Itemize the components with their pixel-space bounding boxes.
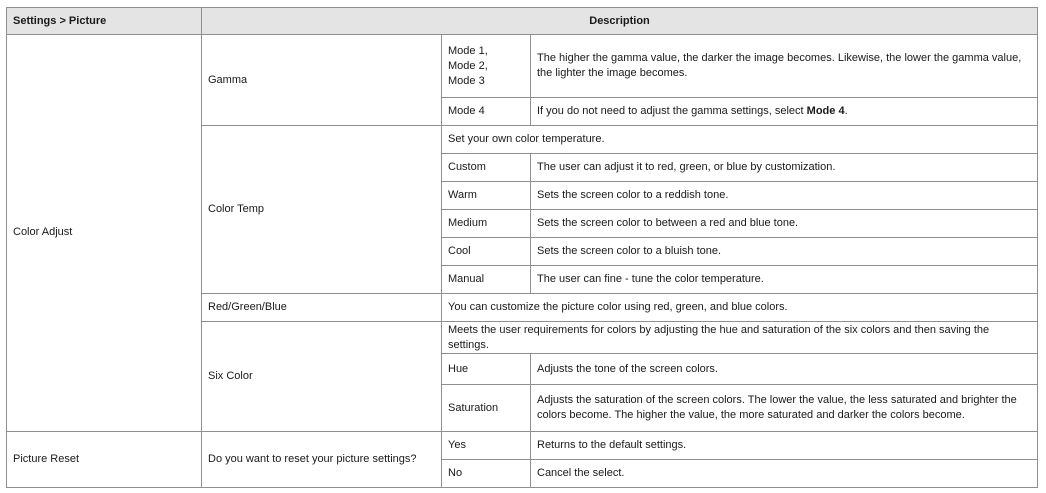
picture-reset-option-desc: Cancel the select. bbox=[531, 459, 1038, 487]
color-temp-option-label: Warm bbox=[442, 182, 531, 210]
gamma-modes-123-label: Mode 1, Mode 2, Mode 3 bbox=[442, 34, 531, 97]
rgb-label: Red/Green/Blue bbox=[202, 294, 442, 322]
six-color-option-desc: Adjusts the tone of the screen colors. bbox=[531, 354, 1038, 385]
color-temp-label: Color Temp bbox=[202, 126, 442, 294]
gamma-mode4-desc-prefix: If you do not need to adjust the gamma settings, select bbox=[537, 105, 807, 118]
gamma-mode4-desc-bold: Mode 4 bbox=[806, 105, 845, 118]
picture-reset-option-desc: Returns to the default settings. bbox=[531, 431, 1038, 459]
color-temp-option-desc: Sets the screen color to a bluish tone. bbox=[531, 238, 1038, 266]
picture-reset-label: Picture Reset bbox=[7, 431, 202, 487]
picture-reset-option-label: Yes bbox=[442, 431, 531, 459]
gamma-mode4-desc bbox=[531, 98, 1038, 126]
color-temp-option-label: Manual bbox=[442, 266, 531, 294]
six-color-label: Six Color bbox=[202, 322, 442, 432]
gamma-label: Gamma bbox=[202, 34, 442, 125]
color-temp-option-desc: Sets the screen color to a reddish tone. bbox=[531, 182, 1038, 210]
six-color-option-label: Hue bbox=[442, 354, 531, 385]
color-temp-option-label: Medium bbox=[442, 210, 531, 238]
gamma-mode4-desc-suffix: . bbox=[844, 105, 848, 118]
picture-reset-question: Do you want to reset your picture settings? bbox=[202, 431, 442, 487]
gamma-mode4-label: Mode 4 bbox=[442, 98, 531, 126]
six-color-intro: Meets the user requirements for colors by adjusting the hue and saturation of the six colors and then saving the settings. bbox=[442, 322, 1038, 354]
color-adjust-label: Color Adjust bbox=[7, 34, 202, 431]
picture-reset-option-label: No bbox=[442, 459, 531, 487]
settings-picture-table bbox=[6, 7, 1038, 488]
rgb-desc: You can customize the picture color using red, green, and blue colors. bbox=[442, 294, 1038, 322]
gamma-modes-123-desc: The higher the gamma value, the darker the image becomes. Likewise, the lower the gamma value, the lighter the image becomes. bbox=[531, 34, 1038, 97]
color-temp-option-label: Cool bbox=[442, 238, 531, 266]
six-color-option-label: Saturation bbox=[442, 385, 531, 432]
color-temp-intro: Set your own color temperature. bbox=[442, 126, 1038, 154]
color-temp-option-desc: Sets the screen color to between a red and blue tone. bbox=[531, 210, 1038, 238]
color-temp-option-label: Custom bbox=[442, 154, 531, 182]
description-column-header: Description bbox=[202, 8, 1038, 35]
color-temp-option-desc: The user can adjust it to red, green, or blue by customization. bbox=[531, 154, 1038, 182]
color-temp-option-desc: The user can fine - tune the color temperature. bbox=[531, 266, 1038, 294]
six-color-option-desc: Adjusts the saturation of the screen colors. The lower the value, the less saturated and brighter the colors become. The higher the value, the more saturated and darker the colors become. bbox=[531, 385, 1038, 432]
settings-column-header: Settings > Picture bbox=[7, 8, 202, 35]
